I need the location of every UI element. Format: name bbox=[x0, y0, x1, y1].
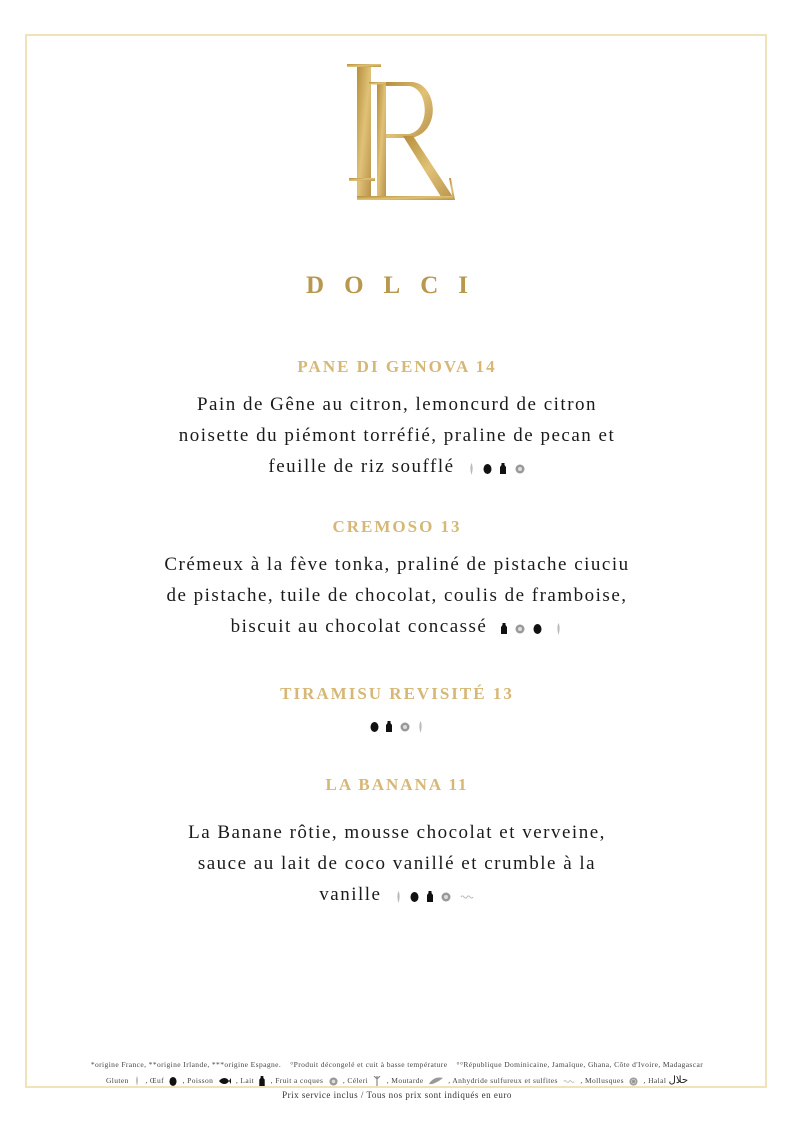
sulphite-icon bbox=[460, 893, 474, 901]
mollusc-icon bbox=[629, 1077, 638, 1086]
sulphite-icon bbox=[563, 1078, 575, 1085]
legend-label: , Œuf bbox=[145, 1076, 165, 1085]
gluten-icon bbox=[417, 721, 424, 733]
menu-item bbox=[0, 684, 794, 735]
republique-note: °°République Dominicaine, Jamaïque, Ghana, Côte d'Ivoire, Madagascar bbox=[456, 1060, 704, 1069]
gluten-icon bbox=[134, 1076, 140, 1086]
footer bbox=[0, 1060, 794, 1100]
desc-line-last bbox=[0, 611, 794, 643]
desc-line-last bbox=[0, 451, 794, 483]
nut-icon bbox=[515, 624, 525, 634]
footer-notes bbox=[0, 1060, 794, 1069]
legend-label: , Poisson bbox=[182, 1076, 214, 1085]
gluten-icon bbox=[555, 623, 562, 635]
gluten-icon bbox=[395, 891, 402, 903]
origins-note: *origine France, **origine Irlande, ***origine Espagne. bbox=[90, 1060, 282, 1069]
celery-icon bbox=[373, 1076, 381, 1086]
item-title: TIRAMISU REVISITÉ 13 bbox=[280, 684, 514, 703]
desc-line: biscuit au chocolat concassé bbox=[230, 616, 488, 637]
milk-icon bbox=[500, 463, 506, 474]
allergen-icons bbox=[0, 716, 794, 735]
item-title: PANE DI GENOVA 14 bbox=[297, 357, 497, 376]
item-description bbox=[0, 817, 794, 911]
desc-line: feuille de riz soufflé bbox=[268, 456, 455, 477]
allergen-legend bbox=[0, 1075, 794, 1086]
menu-item bbox=[0, 357, 794, 483]
milk-icon bbox=[386, 721, 392, 732]
desc-line: Crémeux à la fève tonka, praliné de pistache ciuciu bbox=[164, 554, 630, 575]
milk-icon bbox=[501, 623, 507, 634]
nut-icon bbox=[329, 1077, 338, 1086]
fish-icon bbox=[219, 1077, 231, 1085]
legend-label: , Lait bbox=[235, 1076, 255, 1085]
mustard-icon bbox=[429, 1077, 443, 1085]
menu-item bbox=[0, 775, 794, 911]
legend-label: , Céleri bbox=[342, 1076, 369, 1085]
egg-icon bbox=[533, 623, 542, 634]
halal-icon: حلال bbox=[668, 1075, 689, 1086]
desc-line: de pistache, tuile de chocolat, coulis de framboise, bbox=[166, 585, 628, 606]
item-description bbox=[0, 549, 794, 643]
lr-logo bbox=[345, 60, 465, 208]
egg-icon bbox=[169, 1076, 177, 1086]
item-title: LA BANANA 11 bbox=[325, 775, 469, 794]
gluten-icon bbox=[468, 463, 475, 475]
allergen-icons bbox=[500, 612, 564, 643]
legend-label: , Fruit a coques bbox=[270, 1076, 324, 1085]
allergen-icons bbox=[467, 452, 526, 483]
milk-icon bbox=[259, 1076, 265, 1086]
egg-icon bbox=[483, 463, 492, 474]
desc-line: La Banane rôtie, mousse chocolat et verveine, bbox=[188, 822, 606, 843]
desc-line: noisette du piémont torréfié, praline de pecan et bbox=[178, 425, 616, 446]
legend-label: , Anhydride sulfureux et sulfites bbox=[448, 1076, 558, 1085]
legend-label: , Moutarde bbox=[386, 1076, 424, 1085]
egg-icon bbox=[410, 891, 419, 902]
desc-line: Pain de Gêne au citron, lemoncurd de citron bbox=[196, 394, 598, 415]
item-description bbox=[0, 389, 794, 483]
menu-item bbox=[0, 517, 794, 643]
allergen-icons bbox=[394, 880, 475, 911]
item-title: CREMOSO 13 bbox=[332, 517, 462, 536]
nut-icon bbox=[400, 722, 410, 732]
desc-line: sauce au lait de coco vanillé et crumble à la bbox=[197, 853, 597, 874]
desc-line-last bbox=[0, 879, 794, 911]
desc-line: vanille bbox=[319, 884, 382, 905]
service-note: Prix service inclus / Tous nos prix sont indiqués en euro bbox=[282, 1090, 512, 1101]
section-title: DOLCI bbox=[306, 272, 488, 299]
legend-label: , Halal bbox=[643, 1076, 667, 1085]
legend-label: , Mollusques bbox=[580, 1076, 624, 1085]
egg-icon bbox=[370, 721, 379, 732]
milk-icon bbox=[427, 891, 433, 902]
nut-icon bbox=[441, 892, 451, 902]
decongele-note: °Produit décongelé et cuit à basse température bbox=[290, 1060, 448, 1069]
nut-icon bbox=[515, 464, 525, 474]
legend-label: Gluten bbox=[105, 1076, 129, 1085]
